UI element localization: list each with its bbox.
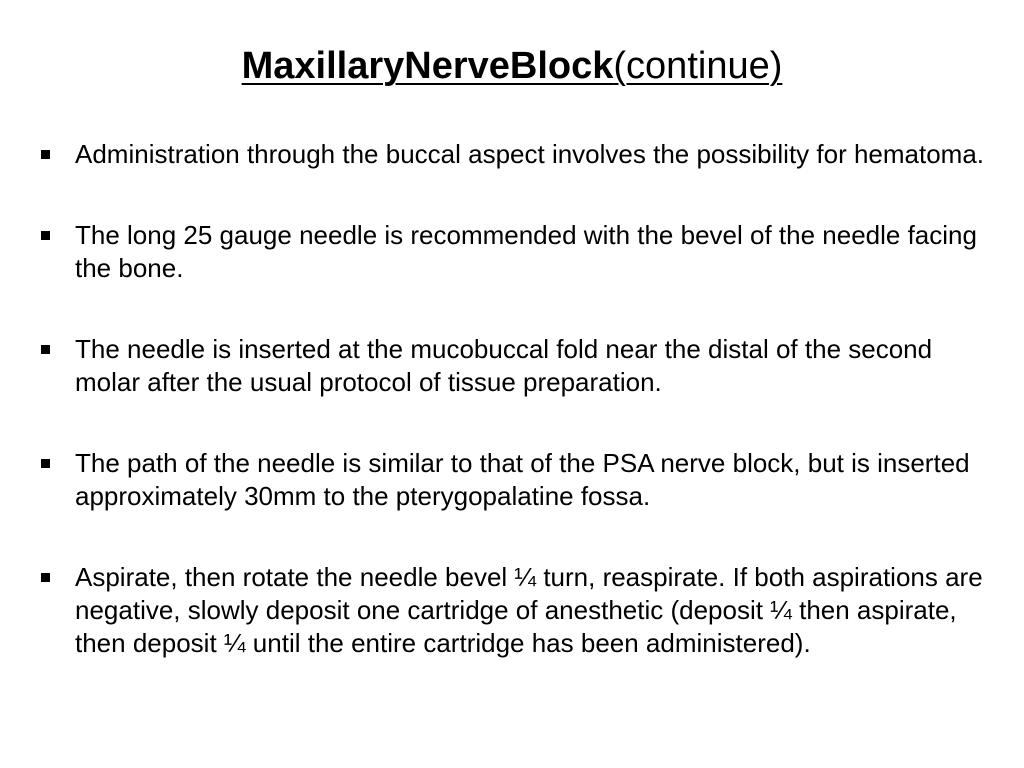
- slide-title: [0, 40, 1024, 92]
- bullet-text: The long 25 gauge needle is recommended with the bevel of the needle facing the bone.: [75, 220, 977, 283]
- square-bullet-icon: [41, 573, 50, 582]
- slide-title-rest: (continue): [613, 45, 783, 87]
- bullet-text: The path of the needle is similar to that of the PSA nerve block, but is inserted approximately 30mm to the pterygopalatine fossa.: [75, 448, 970, 511]
- bullet-item: [40, 333, 990, 399]
- square-bullet-icon: [41, 150, 50, 159]
- bullet-item: [40, 138, 990, 171]
- bullet-text: Administration through the buccal aspect involves the possibility for hematoma.: [75, 139, 985, 169]
- square-bullet-icon: [41, 459, 50, 468]
- square-bullet-icon: [41, 345, 50, 354]
- bullet-text: Aspirate, then rotate the needle bevel ¼ turn, reaspirate. If both aspirations are negative, slowly deposit one cartridge of anesthetic (deposit ¼ then aspirate, then deposit ¼ until the entire cartridge has been administered).: [75, 562, 983, 658]
- bullet-item: [40, 219, 990, 285]
- bullet-item: [40, 447, 990, 513]
- bullet-item: [40, 561, 990, 660]
- slide-title-bold: MaxillaryNerveBlock: [241, 45, 614, 87]
- bullet-text: The needle is inserted at the mucobuccal fold near the distal of the second molar after the usual protocol of tissue preparation.: [75, 334, 933, 397]
- square-bullet-icon: [41, 231, 50, 240]
- bullet-list: [40, 138, 990, 660]
